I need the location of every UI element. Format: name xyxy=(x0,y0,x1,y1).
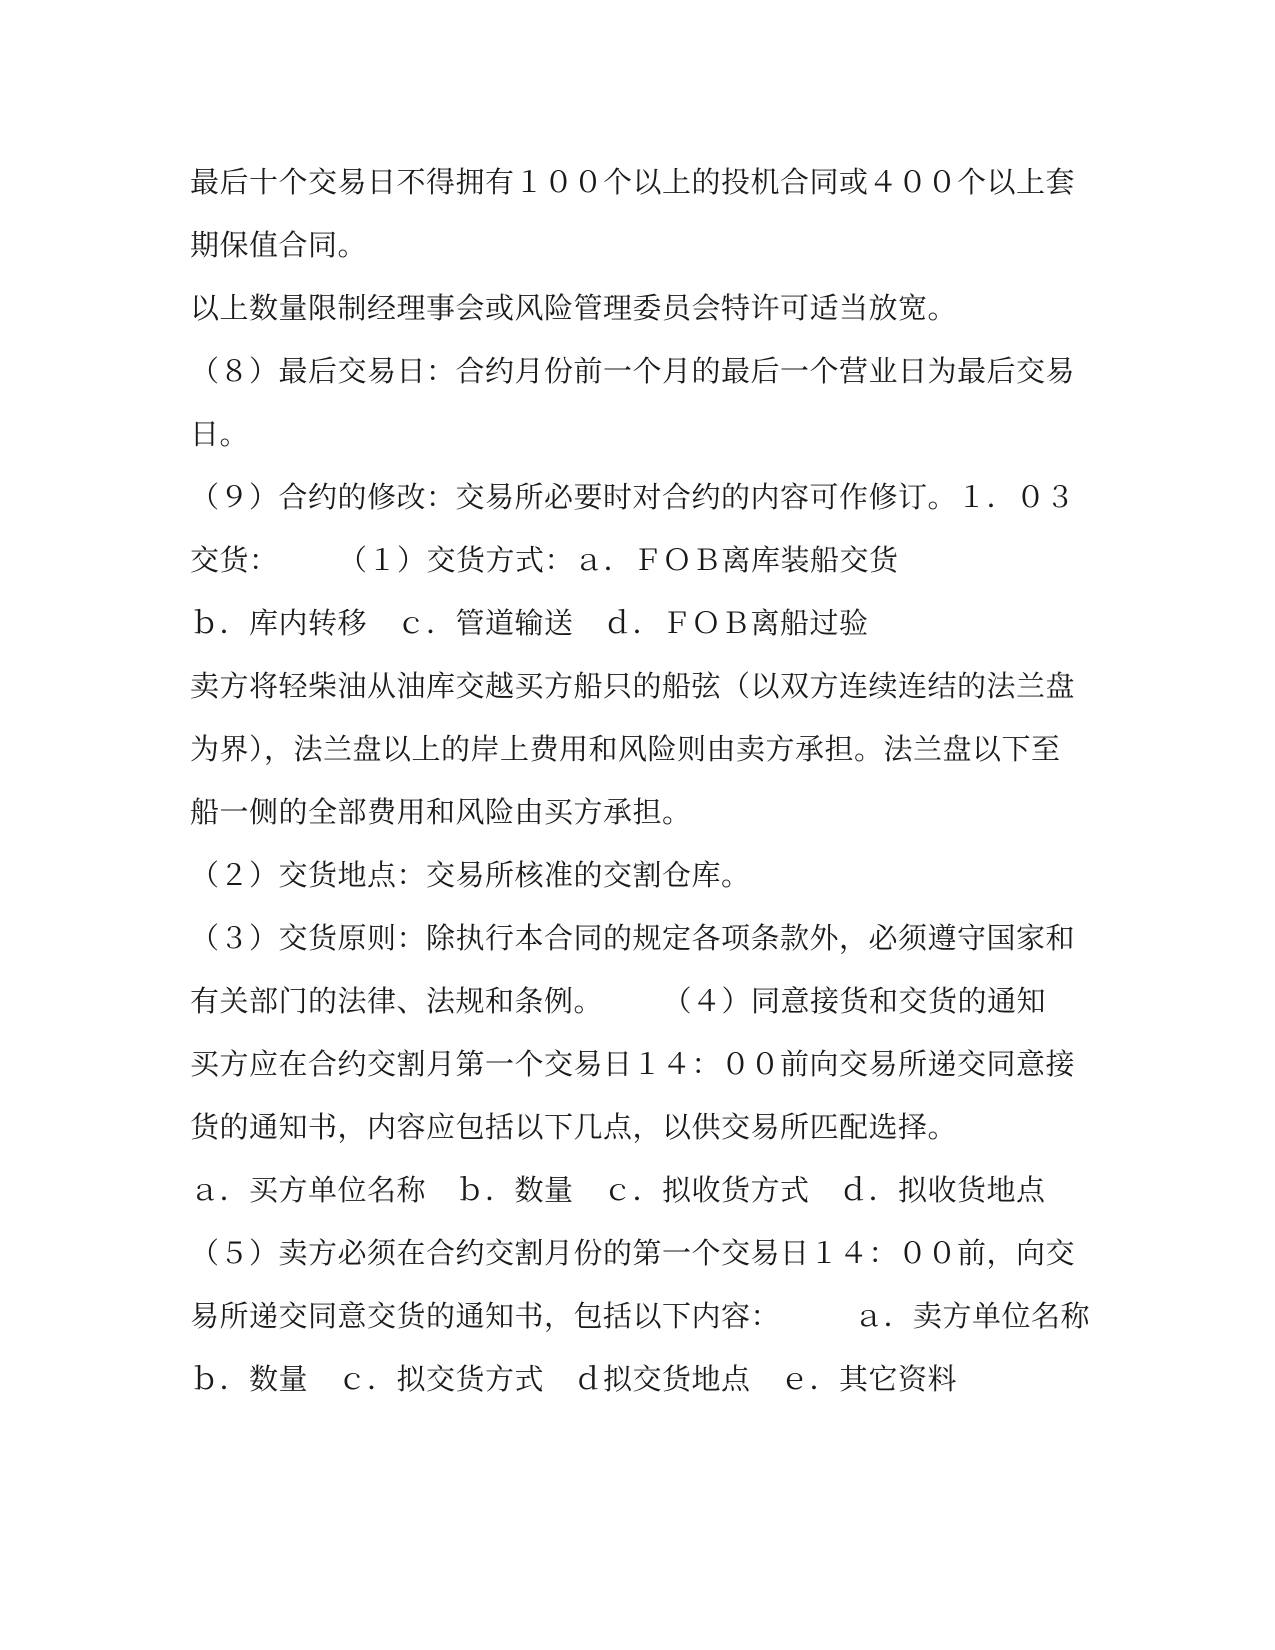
text-line: 期保值合同。 xyxy=(190,228,368,262)
text-line: （３）交货原则：除执行本合同的规定各项条款外，必须遵守国家和 xyxy=(190,921,1076,955)
text-line: （２）交货地点：交易所核准的交割仓库。 xyxy=(190,858,751,892)
text-line: 为界），法兰盘以上的岸上费用和风险则由卖方承担。法兰盘以下至 xyxy=(190,732,1061,766)
text-line: 买方应在合约交割月第一个交易日１４：００前向交易所递交同意接 xyxy=(190,1047,1076,1081)
text-line: （５）卖方必须在合约交割月份的第一个交易日１４：００前，向交 xyxy=(190,1236,1076,1270)
text-line: 最后十个交易日不得拥有１００个以上的投机合同或４００个以上套 xyxy=(190,165,1076,199)
text-line: 以上数量限制经理事会或风险管理委员会特许可适当放宽。 xyxy=(190,291,958,325)
text-line: 易所递交同意交货的通知书，包括以下内容： ａ．卖方单位名称 xyxy=(190,1299,1091,1333)
document-body xyxy=(190,164,1091,1424)
text-line: 船一侧的全部费用和风险由买方承担。 xyxy=(190,795,692,829)
text-line: ｂ．数量 ｃ．拟交货方式 ｄ拟交货地点 ｅ．其它资料 xyxy=(190,1362,958,1396)
text-line: 货的通知书，内容应包括以下几点，以供交易所匹配选择。 xyxy=(190,1110,958,1144)
text-line: 日。 xyxy=(190,417,250,451)
text-line: 卖方将轻柴油从油库交越买方船只的船弦（以双方连续连结的法兰盘 xyxy=(190,669,1076,703)
text-line: 有关部门的法律、法规和条例。 （４）同意接货和交货的通知 xyxy=(190,984,1047,1018)
text-line: ａ．买方单位名称 ｂ．数量 ｃ．拟收货方式 ｄ．拟收货地点 xyxy=(190,1173,1046,1207)
text-line: （９）合约的修改：交易所必要时对合约的内容可作修订。１．０３ xyxy=(190,480,1076,514)
text-line: 交货： （１）交货方式：ａ．ＦＯＢ离库装船交货 xyxy=(190,543,899,577)
text-line: （８）最后交易日：合约月份前一个月的最后一个营业日为最后交易 xyxy=(190,354,1076,388)
text-line: ｂ．库内转移 ｃ．管道输送 ｄ．ＦＯＢ离船过验 xyxy=(190,606,869,640)
